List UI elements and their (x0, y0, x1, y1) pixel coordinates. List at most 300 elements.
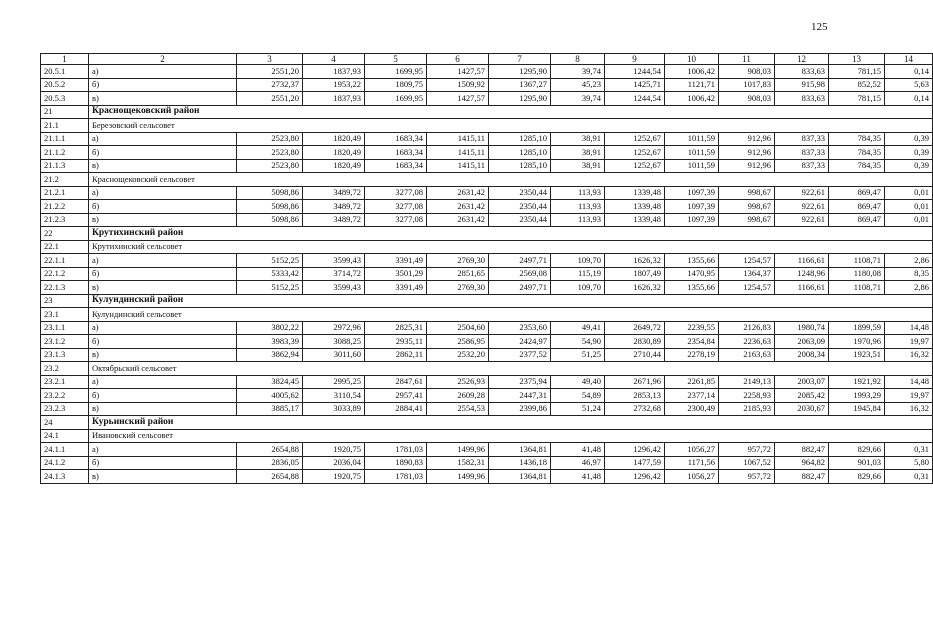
cell-col-12: 2063,09 (775, 335, 829, 349)
cell-col-5: 3277,08 (365, 200, 427, 214)
cell-col-10: 2239,55 (665, 321, 719, 335)
cell-col-10: 1470,95 (665, 267, 719, 281)
cell-col-3: 3885,17 (237, 402, 303, 416)
cell-col-6: 1415,11 (427, 159, 489, 173)
cell-col-5: 1683,34 (365, 159, 427, 173)
cell-col-14: 0,39 (885, 132, 933, 146)
row-variant: в) (89, 159, 237, 173)
column-header-10: 10 (665, 54, 719, 65)
district-row (41, 173, 933, 187)
cell-col-11: 1254,57 (719, 254, 775, 268)
cell-col-11: 998,67 (719, 186, 775, 200)
district-row (41, 119, 933, 133)
cell-col-14: 16,32 (885, 348, 933, 362)
cell-col-12: 882,47 (775, 470, 829, 484)
cell-col-3: 2551,20 (237, 65, 303, 79)
cell-col-14: 0,01 (885, 186, 933, 200)
table-row (41, 389, 933, 403)
cell-col-10: 2300,49 (665, 402, 719, 416)
cell-col-11: 2163,63 (719, 348, 775, 362)
cell-col-11: 908,03 (719, 92, 775, 106)
cell-col-13: 852,52 (829, 78, 885, 92)
cell-col-6: 2554,53 (427, 402, 489, 416)
cell-col-12: 833,63 (775, 92, 829, 106)
row-code: 23.2.1 (41, 375, 89, 389)
row-variant: а) (89, 65, 237, 79)
cell-col-14: 19,97 (885, 335, 933, 349)
cell-col-8: 46,97 (551, 456, 605, 470)
row-variant: в) (89, 213, 237, 227)
cell-col-3: 5152,25 (237, 281, 303, 295)
cell-col-7: 1285,10 (489, 146, 551, 160)
cell-col-7: 2497,71 (489, 254, 551, 268)
column-header-8: 8 (551, 54, 605, 65)
cell-col-10: 2261,85 (665, 375, 719, 389)
cell-col-12: 882,47 (775, 443, 829, 457)
cell-col-11: 2126,83 (719, 321, 775, 335)
cell-col-6: 1427,57 (427, 92, 489, 106)
row-code: 23.2.3 (41, 402, 89, 416)
column-header-1: 1 (41, 54, 89, 65)
table-row (41, 402, 933, 416)
section-row (41, 416, 933, 430)
cell-col-4: 1820,49 (303, 132, 365, 146)
cell-col-10: 1097,39 (665, 186, 719, 200)
cell-col-4: 1820,49 (303, 159, 365, 173)
cell-col-5: 2884,41 (365, 402, 427, 416)
cell-col-5: 3277,08 (365, 186, 427, 200)
cell-col-4: 2995,25 (303, 375, 365, 389)
cell-col-8: 49,40 (551, 375, 605, 389)
cell-col-9: 2732,68 (605, 402, 665, 416)
cell-col-4: 3011,60 (303, 348, 365, 362)
row-variant: б) (89, 78, 237, 92)
cell-col-12: 915,98 (775, 78, 829, 92)
row-code: 22 (41, 227, 89, 241)
cell-col-8: 113,93 (551, 186, 605, 200)
cell-col-4: 1837,93 (303, 92, 365, 106)
table-row (41, 213, 933, 227)
row-code: 24.1 (41, 429, 89, 443)
cell-col-11: 1254,57 (719, 281, 775, 295)
row-variant: б) (89, 200, 237, 214)
row-variant: а) (89, 254, 237, 268)
cell-col-7: 2375,94 (489, 375, 551, 389)
cell-col-13: 1970,96 (829, 335, 885, 349)
cell-col-5: 3391,49 (365, 254, 427, 268)
row-variant: б) (89, 389, 237, 403)
cell-col-8: 109,70 (551, 254, 605, 268)
cell-col-10: 1011,59 (665, 132, 719, 146)
cell-col-8: 51,25 (551, 348, 605, 362)
row-variant: а) (89, 132, 237, 146)
tariff-table (40, 53, 933, 484)
cell-col-9: 1339,48 (605, 213, 665, 227)
row-code: 21.1.2 (41, 146, 89, 160)
cell-col-13: 869,47 (829, 200, 885, 214)
row-code: 21.1.3 (41, 159, 89, 173)
cell-col-3: 2523,80 (237, 132, 303, 146)
cell-col-3: 2836,05 (237, 456, 303, 470)
cell-col-10: 1171,56 (665, 456, 719, 470)
cell-col-8: 38,91 (551, 132, 605, 146)
cell-col-8: 39,74 (551, 92, 605, 106)
cell-col-13: 1108,71 (829, 281, 885, 295)
cell-col-7: 1364,81 (489, 470, 551, 484)
cell-col-10: 1056,27 (665, 470, 719, 484)
cell-col-5: 1683,34 (365, 146, 427, 160)
cell-col-5: 2957,41 (365, 389, 427, 403)
cell-col-5: 1890,83 (365, 456, 427, 470)
cell-col-13: 781,15 (829, 92, 885, 106)
cell-col-6: 1582,31 (427, 456, 489, 470)
table-row (41, 443, 933, 457)
column-header-12: 12 (775, 54, 829, 65)
cell-col-4: 3033,89 (303, 402, 365, 416)
cell-col-7: 2377,52 (489, 348, 551, 362)
column-header-13: 13 (829, 54, 885, 65)
cell-col-6: 2631,42 (427, 200, 489, 214)
cell-col-11: 2236,63 (719, 335, 775, 349)
cell-col-7: 1285,10 (489, 159, 551, 173)
district-row (41, 308, 933, 322)
row-code: 23.1.1 (41, 321, 89, 335)
cell-col-3: 2523,80 (237, 146, 303, 160)
cell-col-3: 5098,86 (237, 186, 303, 200)
row-code: 21 (41, 105, 89, 119)
page-number: 125 (811, 21, 828, 33)
district-title: Березовский сельсовет (89, 119, 933, 133)
cell-col-4: 2972,96 (303, 321, 365, 335)
row-code: 24.1.3 (41, 470, 89, 484)
cell-col-8: 115,19 (551, 267, 605, 281)
column-header-6: 6 (427, 54, 489, 65)
district-row (41, 362, 933, 376)
cell-col-14: 5,63 (885, 78, 933, 92)
table-row (41, 267, 933, 281)
column-header-9: 9 (605, 54, 665, 65)
cell-col-14: 0,31 (885, 443, 933, 457)
cell-col-9: 1626,32 (605, 281, 665, 295)
cell-col-14: 0,39 (885, 146, 933, 160)
cell-col-12: 964,82 (775, 456, 829, 470)
row-code: 22.1.2 (41, 267, 89, 281)
cell-col-13: 869,47 (829, 186, 885, 200)
column-header-11: 11 (719, 54, 775, 65)
cell-col-7: 1436,18 (489, 456, 551, 470)
district-title: Краснощековский сельсовет (89, 173, 933, 187)
cell-col-10: 1121,71 (665, 78, 719, 92)
cell-col-8: 39,74 (551, 65, 605, 79)
header-row (41, 54, 933, 65)
cell-col-7: 2569,08 (489, 267, 551, 281)
cell-col-3: 2654,88 (237, 470, 303, 484)
cell-col-4: 3088,25 (303, 335, 365, 349)
cell-col-10: 2278,19 (665, 348, 719, 362)
cell-col-14: 8,35 (885, 267, 933, 281)
cell-col-5: 2825,31 (365, 321, 427, 335)
table-row (41, 321, 933, 335)
row-variant: в) (89, 402, 237, 416)
cell-col-7: 2497,71 (489, 281, 551, 295)
table-row (41, 132, 933, 146)
cell-col-10: 1011,59 (665, 146, 719, 160)
row-variant: в) (89, 348, 237, 362)
cell-col-5: 1781,03 (365, 470, 427, 484)
cell-col-6: 2526,93 (427, 375, 489, 389)
cell-col-12: 837,33 (775, 159, 829, 173)
row-variant: б) (89, 146, 237, 160)
cell-col-8: 49,41 (551, 321, 605, 335)
cell-col-11: 2185,93 (719, 402, 775, 416)
table-row (41, 92, 933, 106)
cell-col-6: 1415,11 (427, 146, 489, 160)
cell-col-6: 2769,30 (427, 281, 489, 295)
cell-col-8: 109,70 (551, 281, 605, 295)
row-code: 20.5.3 (41, 92, 89, 106)
cell-col-13: 1993,29 (829, 389, 885, 403)
row-variant: а) (89, 375, 237, 389)
cell-col-14: 0,14 (885, 65, 933, 79)
row-code: 22.1 (41, 240, 89, 254)
cell-col-7: 2353,60 (489, 321, 551, 335)
cell-col-11: 2258,93 (719, 389, 775, 403)
cell-col-12: 1980,74 (775, 321, 829, 335)
cell-col-9: 1252,67 (605, 132, 665, 146)
row-code: 24 (41, 416, 89, 430)
row-variant: б) (89, 267, 237, 281)
cell-col-10: 2354,84 (665, 335, 719, 349)
cell-col-7: 2350,44 (489, 186, 551, 200)
row-code: 23.1.3 (41, 348, 89, 362)
cell-col-3: 2654,88 (237, 443, 303, 457)
cell-col-6: 2769,30 (427, 254, 489, 268)
table-row (41, 456, 933, 470)
row-code: 20.5.1 (41, 65, 89, 79)
cell-col-6: 1427,57 (427, 65, 489, 79)
table-row (41, 254, 933, 268)
table-row (41, 159, 933, 173)
cell-col-3: 2523,80 (237, 159, 303, 173)
row-variant: б) (89, 335, 237, 349)
row-code: 21.2 (41, 173, 89, 187)
cell-col-8: 113,93 (551, 213, 605, 227)
cell-col-3: 5098,86 (237, 200, 303, 214)
column-header-5: 5 (365, 54, 427, 65)
cell-col-10: 1056,27 (665, 443, 719, 457)
cell-col-12: 2085,42 (775, 389, 829, 403)
cell-col-6: 2631,42 (427, 213, 489, 227)
cell-col-9: 1244,54 (605, 92, 665, 106)
cell-col-7: 1295,90 (489, 65, 551, 79)
cell-col-9: 2649,72 (605, 321, 665, 335)
cell-col-11: 912,96 (719, 159, 775, 173)
table-row (41, 186, 933, 200)
row-variant: а) (89, 443, 237, 457)
cell-col-8: 45,23 (551, 78, 605, 92)
cell-col-4: 1820,49 (303, 146, 365, 160)
cell-col-8: 51,24 (551, 402, 605, 416)
section-row (41, 105, 933, 119)
cell-col-12: 922,61 (775, 200, 829, 214)
cell-col-13: 901,03 (829, 456, 885, 470)
row-code: 23.2.2 (41, 389, 89, 403)
cell-col-4: 3599,43 (303, 254, 365, 268)
row-code: 23.1.2 (41, 335, 89, 349)
district-title: Октябрьский сельсовет (89, 362, 933, 376)
cell-col-10: 1006,42 (665, 65, 719, 79)
section-row (41, 227, 933, 241)
column-header-7: 7 (489, 54, 551, 65)
cell-col-7: 2399,86 (489, 402, 551, 416)
cell-col-5: 1781,03 (365, 443, 427, 457)
cell-col-14: 14,48 (885, 375, 933, 389)
cell-col-14: 0,01 (885, 213, 933, 227)
cell-col-11: 998,67 (719, 200, 775, 214)
cell-col-11: 908,03 (719, 65, 775, 79)
row-variant: в) (89, 92, 237, 106)
cell-col-5: 2935,11 (365, 335, 427, 349)
cell-col-12: 837,33 (775, 132, 829, 146)
cell-col-6: 2586,95 (427, 335, 489, 349)
cell-col-5: 1699,95 (365, 92, 427, 106)
table-row (41, 375, 933, 389)
cell-col-6: 1499,96 (427, 470, 489, 484)
district-title: Крутихинский сельсовет (89, 240, 933, 254)
table-row (41, 348, 933, 362)
cell-col-9: 1252,67 (605, 159, 665, 173)
row-variant: а) (89, 186, 237, 200)
cell-col-5: 2862,11 (365, 348, 427, 362)
cell-col-9: 1252,67 (605, 146, 665, 160)
cell-col-12: 1166,61 (775, 281, 829, 295)
cell-col-13: 1899,59 (829, 321, 885, 335)
cell-col-14: 16,32 (885, 402, 933, 416)
row-code: 21.1.1 (41, 132, 89, 146)
cell-col-9: 1425,71 (605, 78, 665, 92)
row-code: 21.2.3 (41, 213, 89, 227)
cell-col-4: 3110,54 (303, 389, 365, 403)
cell-col-12: 2003,07 (775, 375, 829, 389)
table-body (41, 65, 933, 484)
cell-col-4: 3599,43 (303, 281, 365, 295)
cell-col-9: 1244,54 (605, 65, 665, 79)
cell-col-10: 1355,66 (665, 281, 719, 295)
cell-col-4: 2036,04 (303, 456, 365, 470)
district-row (41, 429, 933, 443)
cell-col-5: 1683,34 (365, 132, 427, 146)
cell-col-8: 113,93 (551, 200, 605, 214)
cell-col-13: 1108,71 (829, 254, 885, 268)
row-variant: в) (89, 470, 237, 484)
cell-col-5: 3501,29 (365, 267, 427, 281)
cell-col-6: 1415,11 (427, 132, 489, 146)
row-code: 23 (41, 294, 89, 308)
cell-col-5: 3277,08 (365, 213, 427, 227)
section-title: Крутихинский район (89, 227, 933, 241)
cell-col-7: 1364,81 (489, 443, 551, 457)
table-row (41, 470, 933, 484)
cell-col-14: 2,86 (885, 254, 933, 268)
cell-col-3: 5333,42 (237, 267, 303, 281)
row-code: 22.1.3 (41, 281, 89, 295)
cell-col-4: 3714,72 (303, 267, 365, 281)
cell-col-9: 1296,42 (605, 443, 665, 457)
row-code: 21.2.1 (41, 186, 89, 200)
column-header-3: 3 (237, 54, 303, 65)
cell-col-4: 3489,72 (303, 200, 365, 214)
cell-col-6: 2631,42 (427, 186, 489, 200)
cell-col-6: 2851,65 (427, 267, 489, 281)
cell-col-11: 2149,13 (719, 375, 775, 389)
table-row (41, 65, 933, 79)
section-title: Краснощековский район (89, 105, 933, 119)
cell-col-8: 38,91 (551, 146, 605, 160)
row-code: 21.1 (41, 119, 89, 133)
cell-col-4: 3489,72 (303, 186, 365, 200)
row-code: 24.1.1 (41, 443, 89, 457)
cell-col-13: 869,47 (829, 213, 885, 227)
cell-col-8: 38,91 (551, 159, 605, 173)
cell-col-5: 2847,61 (365, 375, 427, 389)
cell-col-14: 5,80 (885, 456, 933, 470)
cell-col-4: 1837,93 (303, 65, 365, 79)
cell-col-6: 2504,60 (427, 321, 489, 335)
cell-col-11: 998,67 (719, 213, 775, 227)
cell-col-13: 784,35 (829, 146, 885, 160)
cell-col-9: 1626,32 (605, 254, 665, 268)
cell-col-13: 781,15 (829, 65, 885, 79)
cell-col-13: 784,35 (829, 132, 885, 146)
cell-col-6: 2609,28 (427, 389, 489, 403)
district-title: Кулундинский сельсовет (89, 308, 933, 322)
cell-col-3: 2732,37 (237, 78, 303, 92)
cell-col-14: 14,48 (885, 321, 933, 335)
cell-col-3: 3802,22 (237, 321, 303, 335)
cell-col-4: 1920,75 (303, 470, 365, 484)
cell-col-11: 1364,37 (719, 267, 775, 281)
row-variant: б) (89, 456, 237, 470)
section-title: Курьинский район (89, 416, 933, 430)
table-row (41, 146, 933, 160)
cell-col-14: 0,39 (885, 159, 933, 173)
cell-col-14: 0,14 (885, 92, 933, 106)
row-code: 23.1 (41, 308, 89, 322)
cell-col-14: 19,97 (885, 389, 933, 403)
cell-col-9: 1296,42 (605, 470, 665, 484)
cell-col-13: 1923,51 (829, 348, 885, 362)
cell-col-12: 837,33 (775, 146, 829, 160)
cell-col-13: 1921,92 (829, 375, 885, 389)
cell-col-14: 0,31 (885, 470, 933, 484)
cell-col-14: 2,86 (885, 281, 933, 295)
column-header-4: 4 (303, 54, 365, 65)
row-code: 24.1.2 (41, 456, 89, 470)
row-code: 21.2.2 (41, 200, 89, 214)
cell-col-3: 4005,62 (237, 389, 303, 403)
cell-col-3: 3862,94 (237, 348, 303, 362)
cell-col-12: 1166,61 (775, 254, 829, 268)
cell-col-7: 1367,27 (489, 78, 551, 92)
cell-col-12: 2008,34 (775, 348, 829, 362)
cell-col-3: 2551,20 (237, 92, 303, 106)
cell-col-9: 2710,44 (605, 348, 665, 362)
cell-col-9: 2671,96 (605, 375, 665, 389)
cell-col-10: 2377,14 (665, 389, 719, 403)
cell-col-12: 2030,67 (775, 402, 829, 416)
cell-col-7: 1295,90 (489, 92, 551, 106)
cell-col-3: 3983,39 (237, 335, 303, 349)
